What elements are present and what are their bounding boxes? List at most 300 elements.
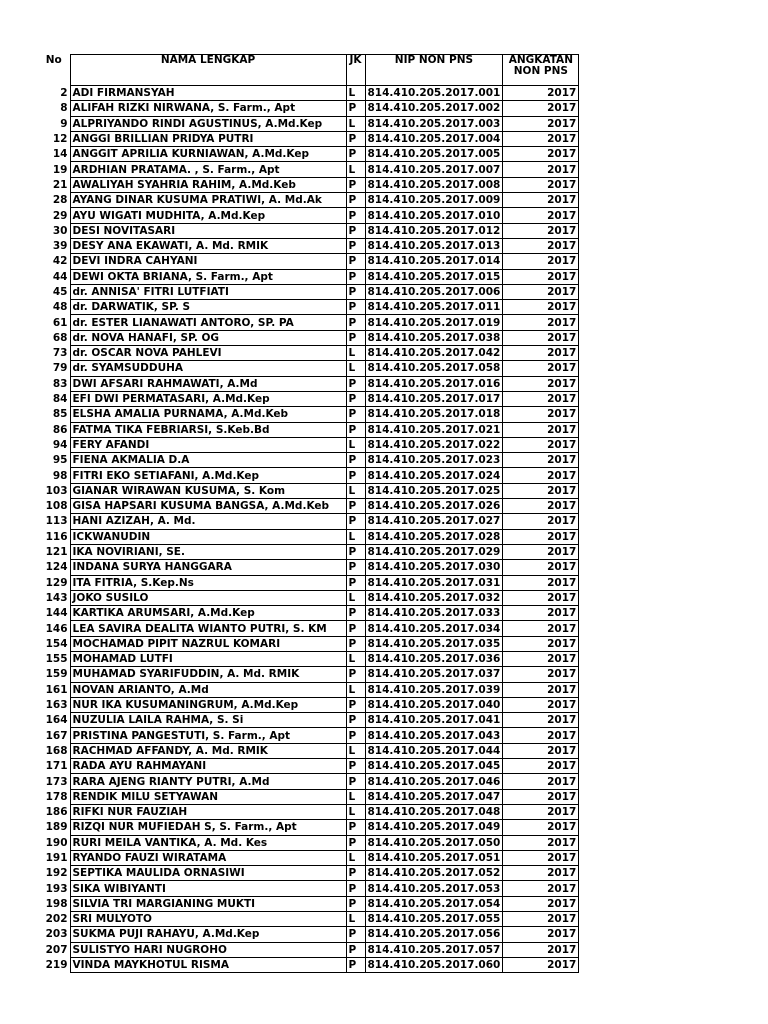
cell-jk: P (346, 193, 365, 208)
cell-angkatan: 2017 (503, 544, 579, 559)
cell-angkatan: 2017 (503, 575, 579, 590)
cell-nip: 814.410.205.2017.052 (365, 866, 503, 881)
cell-nama: AYU WIGATI MUDHITA, A.Md.Kep (70, 208, 346, 223)
cell-angkatan: 2017 (503, 529, 579, 544)
cell-nama: DEVI INDRA CAHYANI (70, 254, 346, 269)
cell-nip: 814.410.205.2017.016 (365, 376, 503, 391)
cell-nip: 814.410.205.2017.014 (365, 254, 503, 269)
cell-nip: 814.410.205.2017.033 (365, 606, 503, 621)
cell-jk: P (346, 774, 365, 789)
cell-nama: AYANG DINAR KUSUMA PRATIWI, A. Md.Ak (70, 193, 346, 208)
table-row (38, 162, 579, 177)
cell-nip: 814.410.205.2017.003 (365, 116, 503, 131)
cell-nip: 814.410.205.2017.027 (365, 514, 503, 529)
table-row (38, 881, 579, 896)
header-angkatan-line2: NON PNS (513, 65, 568, 77)
cell-no: 86 (52, 423, 68, 436)
cell-angkatan: 2017 (503, 667, 579, 682)
cell-angkatan: 2017 (503, 866, 579, 881)
table-row (38, 468, 579, 483)
cell-no: 124 (45, 561, 68, 574)
cell-no: 190 (45, 836, 68, 849)
cell-nama: SILVIA TRI MARGIANING MUKTI (70, 896, 346, 911)
cell-nama: dr. SYAMSUDDUHA (70, 361, 346, 376)
cell-angkatan: 2017 (503, 759, 579, 774)
cell-nama: dr. NOVA HANAFI, SP. OG (70, 330, 346, 345)
cell-nip: 814.410.205.2017.015 (365, 269, 503, 284)
cell-nama: FIENA AKMALIA D.A (70, 453, 346, 468)
cell-jk: L (346, 86, 365, 101)
cell-angkatan: 2017 (503, 284, 579, 299)
table-row (38, 636, 579, 651)
table-row (38, 820, 579, 835)
cell-nip: 814.410.205.2017.051 (365, 850, 503, 865)
cell-no: 103 (45, 484, 68, 497)
cell-nip: 814.410.205.2017.030 (365, 560, 503, 575)
cell-nama: RENDIK MILU SETYAWAN (70, 789, 346, 804)
cell-nip: 814.410.205.2017.010 (365, 208, 503, 223)
cell-no: 21 (52, 178, 68, 191)
cell-jk: P (346, 284, 365, 299)
cell-nama: NUZULIA LAILA RAHMA, S. Si (70, 713, 346, 728)
cell-nama: ADI FIRMANSYAH (70, 86, 346, 101)
cell-jk: P (346, 147, 365, 162)
cell-nip: 814.410.205.2017.001 (365, 86, 503, 101)
cell-no: 9 (60, 117, 68, 130)
cell-nip: 814.410.205.2017.042 (365, 346, 503, 361)
cell-nama: DESI NOVITASARI (70, 223, 346, 238)
cell-nama: FITRI EKO SETIAFANI, A.Md.Kep (70, 468, 346, 483)
cell-nip: 814.410.205.2017.039 (365, 682, 503, 697)
cell-angkatan: 2017 (503, 147, 579, 162)
cell-angkatan: 2017 (503, 376, 579, 391)
cell-jk: L (346, 346, 365, 361)
cell-angkatan: 2017 (503, 713, 579, 728)
cell-jk: L (346, 651, 365, 666)
table-row (38, 376, 579, 391)
cell-nama: GIANAR WIRAWAN KUSUMA, S. Kom (70, 483, 346, 498)
cell-jk: P (346, 927, 365, 942)
cell-no: 192 (45, 867, 68, 880)
cell-nama: RACHMAD AFFANDY, A. Md. RMIK (70, 743, 346, 758)
cell-nip: 814.410.205.2017.041 (365, 713, 503, 728)
cell-nip: 814.410.205.2017.008 (365, 177, 503, 192)
cell-nip: 814.410.205.2017.007 (365, 162, 503, 177)
employee-table (38, 54, 579, 973)
cell-nip: 814.410.205.2017.011 (365, 300, 503, 315)
cell-angkatan: 2017 (503, 728, 579, 743)
cell-nama: RADA AYU RAHMAYANI (70, 759, 346, 774)
table-row (38, 131, 579, 146)
cell-jk: P (346, 881, 365, 896)
cell-angkatan: 2017 (503, 162, 579, 177)
cell-angkatan: 2017 (503, 315, 579, 330)
cell-angkatan: 2017 (503, 789, 579, 804)
cell-angkatan: 2017 (503, 361, 579, 376)
header-angkatan (503, 55, 579, 86)
cell-angkatan: 2017 (503, 101, 579, 116)
header-nip-non-pns: NIP NON PNS (365, 55, 503, 86)
cell-nip: 814.410.205.2017.018 (365, 407, 503, 422)
cell-no: 193 (45, 882, 68, 895)
cell-nama: MOCHAMAD PIPIT NAZRUL KOMARI (70, 636, 346, 651)
cell-jk: P (346, 376, 365, 391)
cell-nama: ELSHA AMALIA PURNAMA, A.Md.Keb (70, 407, 346, 422)
cell-nama: RARA AJENG RIANTY PUTRI, A.Md (70, 774, 346, 789)
cell-angkatan: 2017 (503, 177, 579, 192)
cell-nip: 814.410.205.2017.005 (365, 147, 503, 162)
cell-no: 39 (52, 240, 68, 253)
cell-no: 219 (45, 959, 68, 972)
cell-angkatan: 2017 (503, 636, 579, 651)
table-row (38, 728, 579, 743)
table-row (38, 193, 579, 208)
cell-no: 84 (52, 393, 68, 406)
cell-nama: RURI MEILA VANTIKA, A. Md. Kes (70, 835, 346, 850)
cell-nip: 814.410.205.2017.012 (365, 223, 503, 238)
cell-angkatan: 2017 (503, 422, 579, 437)
table-row (38, 866, 579, 881)
cell-nip: 814.410.205.2017.060 (365, 957, 503, 972)
table-row (38, 957, 579, 972)
cell-nama: ITA FITRIA, S.Kep.Ns (70, 575, 346, 590)
table-row (38, 804, 579, 819)
cell-nama: FATMA TIKA FEBRIARSI, S.Keb.Bd (70, 422, 346, 437)
table-row (38, 269, 579, 284)
cell-nip: 814.410.205.2017.032 (365, 590, 503, 605)
cell-jk: P (346, 636, 365, 651)
table-row (38, 896, 579, 911)
cell-angkatan: 2017 (503, 942, 579, 957)
table-row (38, 437, 579, 452)
table-row (38, 575, 579, 590)
cell-nama: ICKWANUDIN (70, 529, 346, 544)
cell-jk: L (346, 361, 365, 376)
table-row (38, 315, 579, 330)
cell-jk: P (346, 957, 365, 972)
cell-nama: SRI MULYOTO (70, 912, 346, 927)
cell-no: 173 (45, 775, 68, 788)
cell-no: 161 (45, 683, 68, 696)
cell-nip: 814.410.205.2017.024 (365, 468, 503, 483)
cell-no: 154 (45, 637, 68, 650)
cell-nama: AWALIYAH SYAHRIA RAHIM, A.Md.Keb (70, 177, 346, 192)
cell-no: 30 (52, 224, 68, 237)
cell-nip: 814.410.205.2017.022 (365, 437, 503, 452)
cell-no: 2 (60, 87, 68, 100)
cell-jk: L (346, 437, 365, 452)
table-row (38, 361, 579, 376)
cell-angkatan: 2017 (503, 820, 579, 835)
table-row (38, 667, 579, 682)
table-row (38, 422, 579, 437)
cell-angkatan: 2017 (503, 391, 579, 406)
cell-no: 61 (52, 316, 68, 329)
cell-nama: JOKO SUSILO (70, 590, 346, 605)
cell-jk: P (346, 575, 365, 590)
cell-nama: LEA SAVIRA DEALITA WIANTO PUTRI, S. KM (70, 621, 346, 636)
cell-jk: P (346, 391, 365, 406)
cell-no: 121 (45, 546, 68, 559)
cell-jk: P (346, 223, 365, 238)
cell-nip: 814.410.205.2017.050 (365, 835, 503, 850)
table-row (38, 499, 579, 514)
table-row (38, 86, 579, 101)
cell-no: 189 (45, 821, 68, 834)
cell-nip: 814.410.205.2017.044 (365, 743, 503, 758)
table-row (38, 177, 579, 192)
cell-jk: L (346, 912, 365, 927)
cell-nama: MUHAMAD SYARIFUDDIN, A. Md. RMIK (70, 667, 346, 682)
table-row (38, 850, 579, 865)
cell-nama: ALPRIYANDO RINDI AGUSTINUS, A.Md.Kep (70, 116, 346, 131)
cell-jk: P (346, 131, 365, 146)
cell-no: 146 (45, 622, 68, 635)
cell-nip: 814.410.205.2017.047 (365, 789, 503, 804)
cell-nip: 814.410.205.2017.023 (365, 453, 503, 468)
table-row (38, 284, 579, 299)
cell-jk: L (346, 116, 365, 131)
cell-jk: P (346, 468, 365, 483)
table-row (38, 942, 579, 957)
table-row (38, 330, 579, 345)
cell-nip: 814.410.205.2017.037 (365, 667, 503, 682)
cell-nip: 814.410.205.2017.048 (365, 804, 503, 819)
cell-jk: P (346, 407, 365, 422)
header-angkatan-line1: ANGKATAN (508, 54, 573, 66)
cell-jk: P (346, 254, 365, 269)
cell-jk: P (346, 499, 365, 514)
cell-nip: 814.410.205.2017.057 (365, 942, 503, 957)
cell-nip: 814.410.205.2017.038 (365, 330, 503, 345)
cell-nama: HANI AZIZAH, A. Md. (70, 514, 346, 529)
cell-jk: P (346, 728, 365, 743)
table-row (38, 789, 579, 804)
cell-jk: L (346, 743, 365, 758)
cell-nama: GISA HAPSARI KUSUMA BANGSA, A.Md.Keb (70, 499, 346, 514)
table-row (38, 835, 579, 850)
cell-angkatan: 2017 (503, 116, 579, 131)
cell-no: 116 (45, 530, 68, 543)
table-header-row (38, 55, 579, 86)
header-no: No (45, 54, 62, 66)
cell-nip: 814.410.205.2017.040 (365, 697, 503, 712)
cell-angkatan: 2017 (503, 346, 579, 361)
cell-no: 198 (45, 897, 68, 910)
cell-no: 207 (45, 943, 68, 956)
cell-angkatan: 2017 (503, 254, 579, 269)
table-row (38, 713, 579, 728)
cell-no: 29 (52, 209, 68, 222)
cell-nama: ANGGI BRILLIAN PRIDYA PUTRI (70, 131, 346, 146)
cell-jk: P (346, 300, 365, 315)
table-row (38, 529, 579, 544)
cell-nama: dr. ANNISA' FITRI LUTFIATI (70, 284, 346, 299)
table-body (38, 86, 579, 973)
cell-jk: P (346, 866, 365, 881)
cell-nama: INDANA SURYA HANGGARA (70, 560, 346, 575)
cell-angkatan: 2017 (503, 697, 579, 712)
cell-jk: L (346, 483, 365, 498)
cell-nip: 814.410.205.2017.053 (365, 881, 503, 896)
cell-no: 155 (45, 653, 68, 666)
cell-jk: P (346, 667, 365, 682)
cell-no: 94 (52, 438, 68, 451)
cell-no: 113 (45, 515, 68, 528)
cell-nama: DESY ANA EKAWATI, A. Md. RMIK (70, 238, 346, 253)
cell-nama: VINDA MAYKHOTUL RISMA (70, 957, 346, 972)
cell-jk: P (346, 101, 365, 116)
cell-nip: 814.410.205.2017.026 (365, 499, 503, 514)
cell-no: 159 (45, 668, 68, 681)
cell-jk: P (346, 177, 365, 192)
cell-angkatan: 2017 (503, 743, 579, 758)
cell-no: 19 (52, 163, 68, 176)
cell-angkatan: 2017 (503, 208, 579, 223)
cell-jk: L (346, 850, 365, 865)
cell-angkatan: 2017 (503, 682, 579, 697)
cell-no: 98 (52, 469, 68, 482)
table-row (38, 560, 579, 575)
cell-nama: RIFKI NUR FAUZIAH (70, 804, 346, 819)
cell-nip: 814.410.205.2017.002 (365, 101, 503, 116)
table-row (38, 391, 579, 406)
cell-angkatan: 2017 (503, 957, 579, 972)
cell-jk: P (346, 713, 365, 728)
table-row (38, 346, 579, 361)
cell-angkatan: 2017 (503, 896, 579, 911)
cell-no: 186 (45, 806, 68, 819)
cell-no: 44 (52, 270, 68, 283)
cell-angkatan: 2017 (503, 269, 579, 284)
cell-angkatan: 2017 (503, 651, 579, 666)
cell-nama: ARDHIAN PRATAMA. , S. Farm., Apt (70, 162, 346, 177)
cell-nip: 814.410.205.2017.029 (365, 544, 503, 559)
table-row (38, 483, 579, 498)
cell-nip: 814.410.205.2017.045 (365, 759, 503, 774)
cell-angkatan: 2017 (503, 131, 579, 146)
cell-nip: 814.410.205.2017.031 (365, 575, 503, 590)
table-row (38, 697, 579, 712)
cell-angkatan: 2017 (503, 330, 579, 345)
cell-angkatan: 2017 (503, 238, 579, 253)
table-row (38, 453, 579, 468)
cell-angkatan: 2017 (503, 468, 579, 483)
cell-jk: P (346, 315, 365, 330)
cell-jk: P (346, 606, 365, 621)
cell-jk: L (346, 162, 365, 177)
cell-nama: NUR IKA KUSUMANINGRUM, A.Md.Kep (70, 697, 346, 712)
cell-angkatan: 2017 (503, 514, 579, 529)
cell-no: 95 (52, 454, 68, 467)
cell-angkatan: 2017 (503, 850, 579, 865)
table-row (38, 238, 579, 253)
cell-no: 203 (45, 928, 68, 941)
cell-nama: ANGGIT APRILIA KURNIAWAN, A.Md.Kep (70, 147, 346, 162)
cell-nip: 814.410.205.2017.049 (365, 820, 503, 835)
cell-no: 42 (52, 255, 68, 268)
cell-jk: P (346, 835, 365, 850)
cell-nip: 814.410.205.2017.056 (365, 927, 503, 942)
cell-angkatan: 2017 (503, 804, 579, 819)
cell-no: 144 (45, 607, 68, 620)
cell-nip: 814.410.205.2017.006 (365, 284, 503, 299)
cell-nip: 814.410.205.2017.046 (365, 774, 503, 789)
cell-nip: 814.410.205.2017.025 (365, 483, 503, 498)
header-nama-lengkap: NAMA LENGKAP (70, 55, 346, 86)
cell-angkatan: 2017 (503, 774, 579, 789)
cell-nama: DWI AFSARI RAHMAWATI, A.Md (70, 376, 346, 391)
cell-no: 28 (52, 194, 68, 207)
cell-jk: P (346, 544, 365, 559)
cell-no: 8 (60, 102, 68, 115)
cell-nip: 814.410.205.2017.058 (365, 361, 503, 376)
cell-nama: dr. DARWATIK, SP. S (70, 300, 346, 315)
cell-no: 143 (45, 591, 68, 604)
cell-no: 12 (52, 133, 68, 146)
cell-jk: P (346, 514, 365, 529)
table-row (38, 743, 579, 758)
table-row (38, 759, 579, 774)
cell-angkatan: 2017 (503, 300, 579, 315)
cell-jk: P (346, 422, 365, 437)
cell-jk: P (346, 820, 365, 835)
cell-nama: EFI DWI PERMATASARI, A.Md.Kep (70, 391, 346, 406)
cell-nip: 814.410.205.2017.028 (365, 529, 503, 544)
cell-nip: 814.410.205.2017.013 (365, 238, 503, 253)
cell-no: 45 (52, 286, 68, 298)
cell-jk: P (346, 759, 365, 774)
cell-no: 68 (52, 331, 68, 344)
cell-nama: PRISTINA PANGESTUTI, S. Farm., Apt (70, 728, 346, 743)
cell-nip: 814.410.205.2017.055 (365, 912, 503, 927)
cell-nama: RYANDO FAUZI WIRATAMA (70, 850, 346, 865)
cell-no: 48 (52, 301, 68, 314)
table-row (38, 621, 579, 636)
cell-no: 83 (52, 377, 68, 390)
cell-no: 79 (52, 362, 68, 375)
table-row (38, 254, 579, 269)
cell-jk: P (346, 208, 365, 223)
cell-nama: IKA NOVIRIANI, SE. (70, 544, 346, 559)
table-row (38, 927, 579, 942)
cell-angkatan: 2017 (503, 912, 579, 927)
table-row (38, 101, 579, 116)
cell-nama: DEWI OKTA BRIANA, S. Farm., Apt (70, 269, 346, 284)
cell-nama: FERY AFANDI (70, 437, 346, 452)
cell-angkatan: 2017 (503, 437, 579, 452)
cell-angkatan: 2017 (503, 606, 579, 621)
cell-nama: dr. ESTER LIANAWATI ANTORO, SP. PA (70, 315, 346, 330)
cell-jk: P (346, 896, 365, 911)
cell-nama: SUKMA PUJI RAHAYU, A.Md.Kep (70, 927, 346, 942)
cell-nip: 814.410.205.2017.021 (365, 422, 503, 437)
cell-angkatan: 2017 (503, 223, 579, 238)
cell-angkatan: 2017 (503, 881, 579, 896)
cell-nama: NOVAN ARIANTO, A.Md (70, 682, 346, 697)
table-row (38, 912, 579, 927)
table-row (38, 682, 579, 697)
cell-angkatan: 2017 (503, 621, 579, 636)
cell-nip: 814.410.205.2017.043 (365, 728, 503, 743)
cell-no: 202 (45, 913, 68, 926)
table-row (38, 407, 579, 422)
cell-jk: P (346, 697, 365, 712)
cell-angkatan: 2017 (503, 560, 579, 575)
cell-angkatan: 2017 (503, 499, 579, 514)
table-row (38, 590, 579, 605)
cell-jk: P (346, 238, 365, 253)
